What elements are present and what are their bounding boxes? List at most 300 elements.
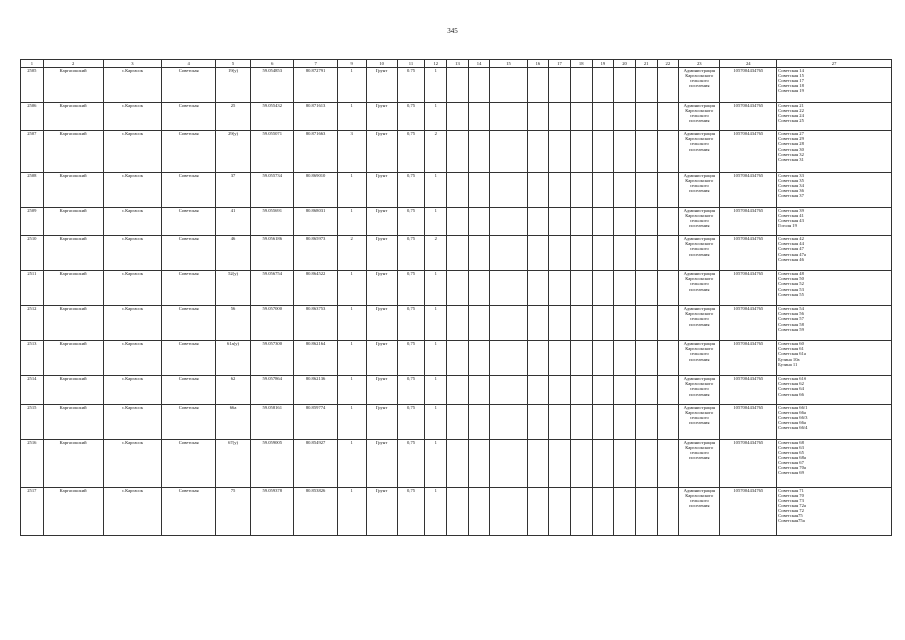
empty-cell [614,131,636,173]
column-header: 5 [216,60,251,68]
street-cell: Советская [162,487,216,535]
table-row [21,439,892,487]
container-count-cell: 1 [425,404,447,439]
empty-cell [527,376,549,404]
served-addresses-cell [777,207,892,235]
served-address: Советская 73 [778,498,804,504]
served-address: Советская 68а [778,454,806,460]
longitude-cell: 80.869010 [294,172,337,207]
empty-cell [570,341,592,376]
settlement-cell: с.Каргасок [103,172,162,207]
column-header: 2 [43,60,103,68]
empty-cell [447,439,469,487]
latitude-cell: 59.055071 [251,131,294,173]
served-address: Советская 66а [778,409,806,415]
empty-cell [657,207,679,235]
owner-line: сельского [689,316,709,322]
container-count-cell: 1 [425,271,447,306]
owner-line: сельского [689,113,709,119]
empty-cell [527,439,549,487]
empty-cell [447,172,469,207]
longitude-cell: 80.871613 [294,103,337,131]
empty-cell [614,271,636,306]
container-count-cell: 2 [425,236,447,271]
house-cell: 62 [216,376,251,404]
container-count-cell: 1 [425,103,447,131]
served-address: Советская 34 [778,183,804,189]
owner-line: Администрация [683,404,715,410]
owner-line: сельского [689,351,709,357]
district-cell: Каргасокский [43,207,103,235]
page-number: 345 [447,27,458,35]
empty-cell [657,376,679,404]
column-header: 6 [251,60,294,68]
empty-cell [635,271,657,306]
empty-cell [657,306,679,341]
served-address: Советская 61б [778,376,807,382]
container-count-cell: 1 [425,376,447,404]
column-header: 24 [720,60,777,68]
empty-cell [570,487,592,535]
served-address: Советская 64 [778,386,804,392]
owner-cell [679,236,720,271]
served-addresses-cell [777,172,892,207]
area-cell: 0,75 [397,207,425,235]
owner-cell [679,306,720,341]
empty-cell [549,236,571,271]
site-count-cell: 1 [337,207,366,235]
site-count-cell: 1 [337,103,366,131]
owner-line: сельского [689,246,709,252]
served-address: Бузина 10а [778,356,800,362]
empty-cell [490,306,527,341]
ogrn-cell: 1057004434765 [720,172,777,207]
ogrn-cell: 1057004434765 [720,439,777,487]
ogrn-cell: 1057004434765 [720,487,777,535]
empty-cell [549,341,571,376]
empty-cell [468,341,490,376]
row-number-cell: 2516 [21,439,44,487]
table-row [21,404,892,439]
container-count-cell: 1 [425,172,447,207]
house-cell: 66а [216,404,251,439]
house-cell: 37 [216,172,251,207]
owner-cell [679,103,720,131]
empty-cell [447,103,469,131]
table-row [21,376,892,404]
ogrn-cell: 1057004434765 [720,341,777,376]
ogrn-cell: 1057004434765 [720,306,777,341]
owner-line: поселения [689,419,710,425]
empty-cell [635,487,657,535]
owner-line: Каргасокского [685,346,714,352]
settlement-cell: с.Каргасок [103,376,162,404]
empty-cell [468,306,490,341]
empty-cell [527,306,549,341]
owner-line: сельского [689,449,709,455]
settlement-cell: с.Каргасок [103,103,162,131]
served-address: Советская 35 [778,178,804,184]
ogrn-cell: 1057004434765 [720,131,777,173]
column-header: 4 [162,60,216,68]
served-address: Советская 61а [778,351,806,357]
owner-line: поселения [689,118,710,124]
area-cell: 0,75 [397,131,425,173]
empty-cell [490,439,527,487]
latitude-cell: 59.056186 [251,236,294,271]
table-row [21,172,892,207]
empty-cell [614,404,636,439]
empty-cell [635,103,657,131]
house-cell: 61а(у) [216,341,251,376]
empty-cell [657,404,679,439]
served-address: Советская 66а [778,419,806,425]
column-header: 20 [614,60,636,68]
owner-cell [679,376,720,404]
empty-cell [635,306,657,341]
empty-cell [614,439,636,487]
empty-cell [570,439,592,487]
empty-cell [447,404,469,439]
owner-line: Каргасокского [685,409,714,415]
empty-cell [468,376,490,404]
served-addresses-cell [777,487,892,535]
street-cell: Советская [162,103,216,131]
table-row [21,341,892,376]
served-address: Советская 59 [778,326,804,332]
table-row [21,271,892,306]
empty-cell [549,404,571,439]
empty-cell [635,439,657,487]
owner-line: поселения [689,188,710,194]
street-cell: Советская [162,306,216,341]
owner-line: поселения [689,286,710,292]
house-cell: 75 [216,487,251,535]
empty-cell [447,341,469,376]
site-count-cell: 2 [337,236,366,271]
longitude-cell: 80.862164 [294,341,337,376]
empty-cell [657,236,679,271]
ogrn-cell: 1057004434765 [720,207,777,235]
longitude-cell: 80.853826 [294,487,337,535]
latitude-cell: 59.055432 [251,103,294,131]
empty-cell [592,207,614,235]
served-address: Советская 58 [778,321,804,327]
row-number-cell: 2505 [21,68,44,103]
row-number-cell: 2510 [21,236,44,271]
longitude-cell: 80.859774 [294,404,337,439]
empty-cell [447,236,469,271]
served-address: Советская 48 [778,271,804,277]
empty-cell [468,404,490,439]
column-header: 9 [337,60,366,68]
served-address: Советская 56 [778,311,804,317]
registry-table [20,59,892,536]
empty-cell [549,172,571,207]
district-cell: Каргасокский [43,236,103,271]
served-address: Советская 32 [778,151,804,157]
settlement-cell: с.Каргасок [103,207,162,235]
column-header: 11 [397,60,425,68]
longitude-cell: 80.868031 [294,207,337,235]
owner-line: сельского [689,498,709,504]
district-cell: Каргасокский [43,271,103,306]
served-address: Советская 71 [778,487,804,493]
settlement-cell: с.Каргасок [103,236,162,271]
served-address: Советская 57 [778,316,804,322]
owner-cell [679,68,720,103]
owner-cell [679,487,720,535]
empty-cell [549,306,571,341]
ogrn-cell: 1057004434765 [720,404,777,439]
empty-cell [570,306,592,341]
empty-cell [614,68,636,103]
empty-cell [592,172,614,207]
empty-cell [490,376,527,404]
row-number-cell: 2507 [21,131,44,173]
owner-line: Администрация [683,207,715,213]
column-header: 27 [777,60,892,68]
empty-cell [592,103,614,131]
latitude-cell: 59.058161 [251,404,294,439]
served-address: Гоголя 19 [778,223,797,229]
empty-cell [527,103,549,131]
container-count-cell: 1 [425,487,447,535]
surface-cell: Грунт [366,341,397,376]
column-header: 21 [635,60,657,68]
owner-cell [679,404,720,439]
street-cell: Советская [162,439,216,487]
served-address: Советская 66/4 [778,424,808,430]
empty-cell [549,376,571,404]
empty-cell [592,341,614,376]
area-cell: 0,75 [397,271,425,306]
settlement-cell: с.Каргасок [103,68,162,103]
empty-cell [447,68,469,103]
row-number-cell: 2513 [21,341,44,376]
ogrn-cell: 1057004434765 [720,271,777,306]
empty-cell [570,131,592,173]
empty-cell [468,487,490,535]
ogrn-cell: 1057004434765 [720,236,777,271]
empty-cell [614,103,636,131]
street-cell: Советская [162,131,216,173]
column-header: 19 [592,60,614,68]
owner-line: поселения [689,503,710,509]
owner-line: сельского [689,78,709,84]
served-address: Советская 66/1 [778,404,808,410]
empty-cell [635,131,657,173]
served-address: Советская 14 [778,68,804,73]
served-addresses-cell [777,236,892,271]
served-address: Советская 17 [778,78,804,84]
empty-cell [468,439,490,487]
served-address: Советская 33 [778,172,804,178]
empty-cell [527,68,549,103]
district-cell: Каргасокский [43,341,103,376]
column-header: 22 [657,60,679,68]
empty-cell [490,487,527,535]
served-addresses-cell [777,306,892,341]
empty-cell [468,236,490,271]
empty-cell [657,172,679,207]
empty-cell [657,341,679,376]
latitude-cell: 59.056754 [251,271,294,306]
surface-cell: Грунт [366,236,397,271]
served-address: Советская 72 [778,508,804,514]
served-address: Советская 53 [778,286,804,292]
surface-cell: Грунт [366,487,397,535]
empty-cell [468,131,490,173]
empty-cell [614,341,636,376]
empty-cell [527,131,549,173]
empty-cell [490,271,527,306]
owner-line: Администрация [683,236,715,242]
row-number-cell: 2517 [21,487,44,535]
site-count-cell: 3 [337,131,366,173]
empty-cell [447,131,469,173]
empty-cell [570,68,592,103]
empty-cell [527,271,549,306]
empty-cell [468,172,490,207]
latitude-cell: 59.057000 [251,306,294,341]
empty-cell [527,172,549,207]
street-cell: Советская [162,271,216,306]
surface-cell: Грунт [366,172,397,207]
served-address: Советская 30 [778,146,804,152]
empty-cell [490,341,527,376]
settlement-cell: с.Каргасок [103,306,162,341]
site-count-cell: 1 [337,404,366,439]
empty-cell [592,271,614,306]
area-cell: 0,75 [397,172,425,207]
empty-cell [635,68,657,103]
empty-cell [635,236,657,271]
served-address: Советская 62 [778,381,804,387]
area-cell: 0,75 [397,439,425,487]
empty-cell [614,306,636,341]
surface-cell: Грунт [366,271,397,306]
owner-line: Администрация [683,131,715,137]
settlement-cell: с.Каргасок [103,404,162,439]
empty-cell [549,103,571,131]
empty-cell [549,439,571,487]
empty-cell [549,487,571,535]
served-address: Советская 70а [778,465,806,470]
owner-cell [679,439,720,487]
table-body [21,68,892,536]
served-addresses-cell [777,439,892,487]
area-cell: 0,75 [397,487,425,535]
owner-line: поселения [689,83,710,89]
longitude-cell: 80.854927 [294,439,337,487]
district-cell: Каргасокский [43,306,103,341]
served-address: Советская 28 [778,141,804,147]
served-address: Советская 63 [778,444,804,450]
empty-cell [657,487,679,535]
owner-cell [679,271,720,306]
empty-cell [468,271,490,306]
served-address: Советская 19 [778,88,804,94]
empty-cell [614,376,636,404]
settlement-cell: с.Каргасок [103,131,162,173]
latitude-cell: 59.055691 [251,207,294,235]
owner-line: Каргасокского [685,136,714,142]
empty-cell [490,207,527,235]
district-cell: Каргасокский [43,172,103,207]
empty-cell [657,439,679,487]
empty-cell [592,376,614,404]
area-cell: 0.75 [397,68,425,103]
owner-line: сельского [689,141,709,147]
row-number-cell: 2512 [21,306,44,341]
empty-cell [635,376,657,404]
container-count-cell: 1 [425,341,447,376]
served-address: Советская 22 [778,108,804,114]
street-cell: Советская [162,207,216,235]
served-address: Советская 60 [778,341,804,347]
district-cell: Каргасокский [43,131,103,173]
district-cell: Каргасокский [43,487,103,535]
owner-line: Каргасокского [685,213,714,219]
table-row [21,236,892,271]
owner-cell [679,207,720,235]
container-count-cell: 1 [425,306,447,341]
row-number-cell: 2506 [21,103,44,131]
served-address: Советская 43 [778,218,804,224]
served-address: Советская 18 [778,83,804,89]
empty-cell [570,404,592,439]
street-cell: Советская [162,341,216,376]
empty-cell [592,236,614,271]
owner-line: Каргасокского [685,73,714,79]
street-cell: Советская [162,404,216,439]
ogrn-cell: 1057004434765 [720,103,777,131]
empty-cell [592,131,614,173]
served-addresses-cell [777,341,892,376]
empty-cell [657,271,679,306]
empty-cell [570,172,592,207]
longitude-cell: 80.865973 [294,236,337,271]
served-address: Советская 42 [778,236,804,242]
district-cell: Каргасокский [43,376,103,404]
empty-cell [635,207,657,235]
served-address: Советская 15 [778,73,804,79]
served-address: Советская 39 [778,207,804,213]
empty-cell [468,103,490,131]
served-address: Советская 44 [778,241,804,247]
site-count-cell: 1 [337,487,366,535]
served-address: Советская 31 [778,156,804,162]
served-address: Советская 66/3 [778,414,808,420]
empty-cell [549,131,571,173]
house-cell: 46 [216,236,251,271]
served-address: Советская 65 [778,449,804,455]
empty-cell [592,68,614,103]
empty-cell [549,207,571,235]
owner-line: Каргасокского [685,178,714,184]
owner-line: Администрация [683,439,715,445]
owner-line: Администрация [683,306,715,312]
settlement-cell: с.Каргасок [103,341,162,376]
owner-line: Администрация [683,341,715,347]
served-address: Советская 68 [778,439,804,445]
served-address: Советская 46 [778,256,804,262]
served-address: Советская 47 [778,246,804,252]
longitude-cell: 80.871663 [294,131,337,173]
empty-cell [549,271,571,306]
ogrn-cell: 1057004434765 [720,68,777,103]
